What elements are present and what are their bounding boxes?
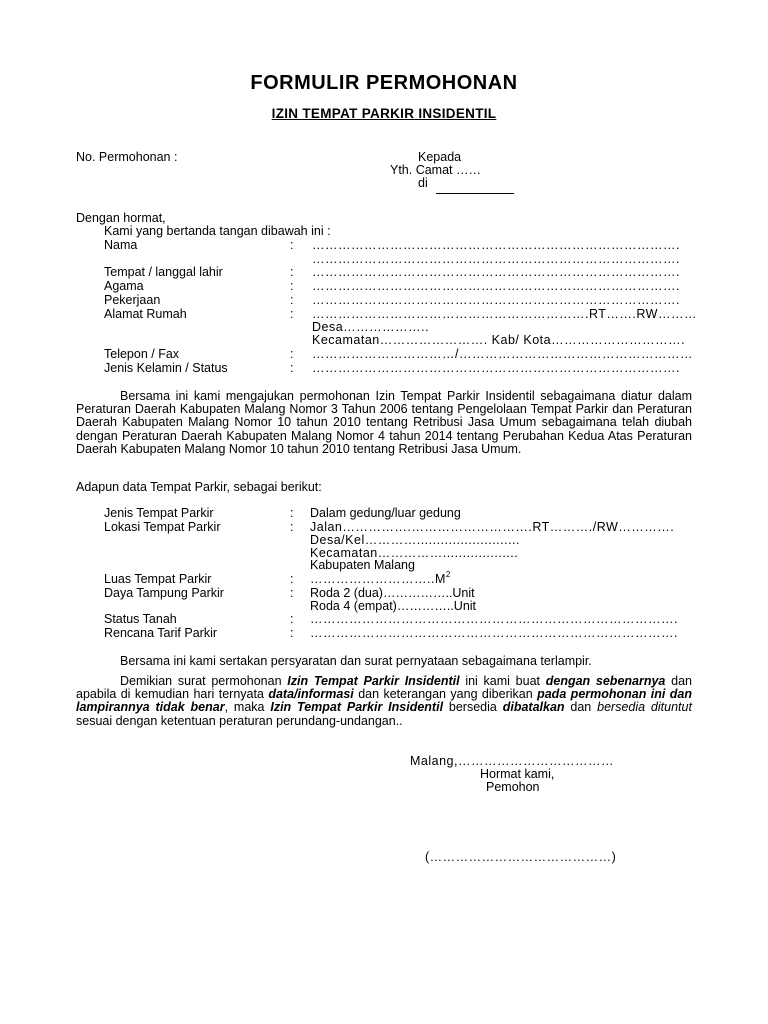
field-value: ………………………………………………………………………….	[312, 279, 680, 293]
yth-camat-label: Yth. Camat ……	[390, 163, 481, 177]
closing-emphasis: pada permohonan ini dan lampirannya tidak benar	[76, 687, 693, 715]
field-label: Jenis Kelamin / Status	[104, 361, 228, 375]
signature-place-date: Malang,………………………………	[410, 754, 614, 768]
parking-heading: Adapun data Tempat Parkir, sebagai berikut:	[76, 480, 322, 494]
field-value: ………………………………………………………………………….	[312, 361, 680, 375]
field-colon: :	[290, 612, 294, 626]
field-colon: :	[290, 293, 294, 307]
closing-emphasis: Izin Tempat Parkir Insidentil	[270, 700, 444, 715]
body-paragraph	[76, 390, 692, 456]
field-value: Jalan…………….……………………….RT………./RW………….	[310, 520, 675, 534]
field-colon: :	[290, 572, 294, 586]
closing-text: Demikian surat permohonan	[120, 674, 282, 688]
field-label: Rencana Tarif Parkir	[104, 626, 218, 640]
no-permohonan-label: No. Permohonan :	[76, 150, 178, 164]
square-superscript: 2	[445, 570, 451, 579]
field-label: Jenis Tempat Parkir	[104, 506, 214, 520]
body-paragraph-text: Bersama ini kami mengajukan permohonan Izin Tempat Parkir Insidentil sebagaimana diatur dalam Peraturan Daerah Kabupaten Malang Nomor 3 Tahun 2006 tentang Pengelolaan Tempat Parkir dan Peraturan Daerah Kabupaten Malang Nomor 10 tahun 2010 tentang Retribusi Jasa Umum sebagaimana telah diubah dengan Peraturan Daerah Kabupaten Malang Nomor 4 tahun 2014 tentang Perubahan Kedua Atas Peraturan Daerah Kabupaten Malang Nomor 10 tahun 2010 tentang Retribusi Jasa Umum.	[76, 389, 692, 456]
closing-text: dan apabila di kemudian hari ternyata	[76, 674, 692, 702]
field-colon: :	[290, 279, 294, 293]
field-value: Roda 2 (dua)……………..Unit	[310, 586, 475, 600]
field-label: Nama	[104, 238, 138, 252]
signature-regards: Hormat kami,	[480, 767, 555, 781]
field-colon: :	[290, 506, 294, 520]
closing-text: , maka	[224, 700, 265, 715]
field-value: ………………………………………………………………………….	[310, 626, 678, 640]
field-colon: :	[290, 238, 294, 252]
field-value: ………………………………………………………………………….	[312, 238, 680, 252]
field-label: Tempat / langgal lahir	[104, 265, 223, 279]
field-colon: :	[290, 265, 294, 279]
field-colon: :	[290, 347, 294, 361]
field-value: Kecamatan……………...................	[310, 546, 519, 560]
field-value: Dalam gedung/luar gedung	[310, 506, 461, 520]
signature-name-blank: (……………………………………)	[425, 850, 617, 864]
field-value: Desa………………..	[312, 320, 430, 334]
field-value: ……………………………/………………………………………………	[312, 347, 693, 361]
field-label: Agama	[104, 279, 144, 293]
form-title: FORMULIR PERMOHONAN	[250, 72, 518, 94]
field-colon: :	[290, 520, 294, 534]
field-value: ………………………………………………………………………….	[312, 252, 680, 266]
address-blank-line	[436, 193, 514, 194]
field-value: Kabupaten Malang	[310, 558, 415, 572]
di-label: di	[418, 176, 428, 190]
field-value: Desa/Kel…………..........................	[310, 533, 521, 547]
field-value: Roda 4 (empat)…………..Unit	[310, 599, 477, 613]
field-value: ………………………………………………………………………….	[312, 265, 680, 279]
intro-line: Kami yang bertanda tangan dibawah ini :	[104, 224, 331, 238]
closing-paragraph	[76, 675, 692, 728]
field-colon: :	[290, 307, 294, 321]
closing-emphasis: dibatalkan	[502, 700, 565, 715]
form-subtitle: IZIN TEMPAT PARKIR INSIDENTIL	[271, 106, 497, 121]
closing-text: dan keterangan yang diberikan	[358, 687, 533, 702]
greeting: Dengan hormat,	[76, 211, 166, 225]
kepada-label: Kepada	[418, 150, 462, 164]
field-colon: :	[290, 626, 294, 640]
closing-emphasis: dengan sebenarnya	[545, 674, 666, 688]
field-value: Kecamatan……………………. Kab/ Kota………………………….	[312, 333, 686, 347]
field-colon: :	[290, 361, 294, 375]
field-label: Daya Tampung Parkir	[104, 586, 224, 600]
luas-value: ………………………..M	[310, 572, 446, 586]
field-label: Alamat Rumah	[104, 307, 187, 321]
field-value: ………………………………………………………………………….	[310, 612, 678, 626]
field-value	[310, 572, 451, 586]
field-label: Pekerjaan	[104, 293, 161, 307]
field-label: Luas Tempat Parkir	[104, 572, 212, 586]
field-value: ……………………………………………………….RT…….RW………	[312, 307, 697, 321]
closing-text: dan	[570, 700, 592, 715]
closing-text: bersedia	[448, 700, 497, 715]
signature-role: Pemohon	[486, 780, 540, 794]
closing-text: sesuai dengan ketentuan peraturan perundang-undangan..	[76, 713, 403, 728]
field-colon: :	[290, 586, 294, 600]
closing-emphasis: Izin Tempat Parkir Insidentil	[287, 674, 460, 688]
attachment-statement: Bersama ini kami sertakan persyaratan dan surat pernyataan sebagaimana terlampir.	[120, 654, 592, 668]
closing-text: ini kami buat	[465, 674, 540, 688]
field-label: Telepon / Fax	[104, 347, 180, 361]
field-value: ………………………………………………………………………….	[312, 293, 680, 307]
field-label: Status Tanah	[104, 612, 177, 626]
closing-emphasis: data/informasi	[268, 687, 354, 702]
field-label: Lokasi Tempat Parkir	[104, 520, 221, 534]
closing-italic: bersedia dituntut	[597, 700, 692, 715]
